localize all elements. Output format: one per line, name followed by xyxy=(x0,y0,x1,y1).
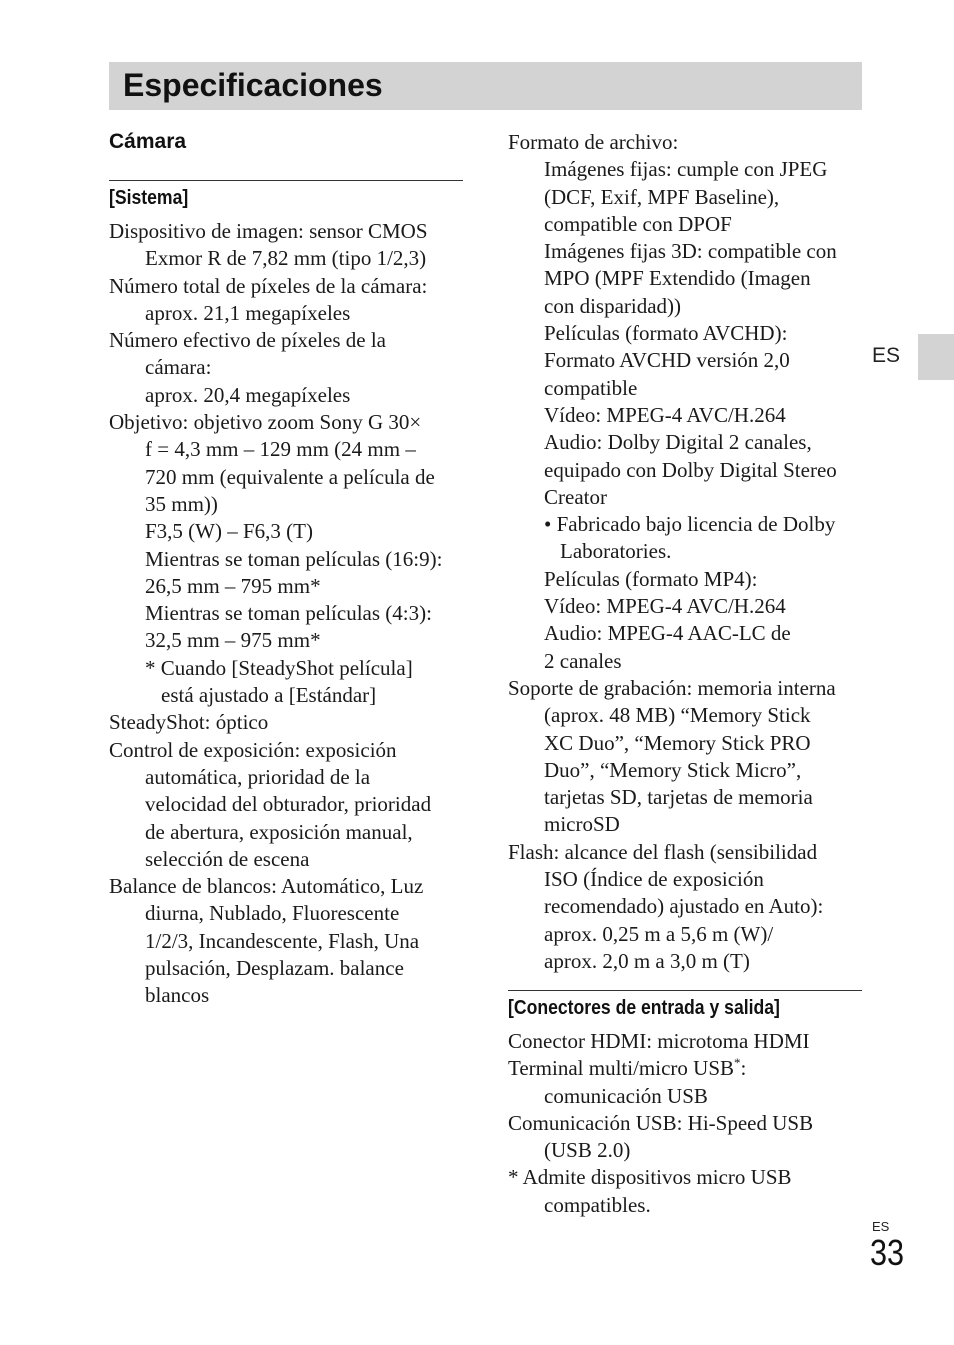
spec-line: 35 mm)) xyxy=(145,491,218,516)
spec-line: Soporte de grabación: memoria interna xyxy=(508,675,836,700)
usb-terminal-line xyxy=(508,1055,813,1082)
spec-line: aprox. 21,1 megapíxeles xyxy=(145,300,351,325)
spec-line: selección de escena xyxy=(145,846,310,871)
spec-line: 26,5 mm – 795 mm* xyxy=(145,573,321,598)
spec-line: de abertura, exposición manual, xyxy=(145,819,413,844)
spec-line: Control de exposición: exposición xyxy=(109,737,397,762)
sistema-rule xyxy=(109,180,463,181)
usb-comm-line: comunicación USB xyxy=(544,1083,708,1108)
spec-line: Laboratories. xyxy=(560,539,672,564)
spec-line: Formato de archivo: xyxy=(508,130,679,154)
spec-line: Imágenes fijas 3D: compatible con xyxy=(544,239,837,264)
spec-line: 2 canales xyxy=(544,648,622,673)
spec-line: 1/2/3, Incandescente, Flash, Una xyxy=(145,928,420,953)
spec-line: (aprox. 48 MB) “Memory Stick xyxy=(544,703,811,728)
spec-line: Objetivo: objetivo zoom Sony G 30× xyxy=(109,410,422,435)
connectors-specs xyxy=(508,1028,813,1219)
spec-line: aprox. 2,0 m a 3,0 m (T) xyxy=(544,948,750,973)
spec-line: pulsación, Desplazam. balance xyxy=(145,956,404,981)
spec-line: XC Duo”, “Memory Stick PRO xyxy=(544,730,811,755)
spec-line: 720 mm (equivalente a película de xyxy=(145,464,435,489)
spec-line: automática, prioridad de la xyxy=(145,764,371,789)
spec-line: MPO (MPF Extendido (Imagen xyxy=(544,266,811,291)
page-title: Especificaciones xyxy=(109,62,862,110)
spec-line: F3,5 (W) – F6,3 (T) xyxy=(145,519,313,544)
spec-line: compatible con DPOF xyxy=(544,211,732,236)
spec-line: f = 4,3 mm – 129 mm (24 mm – xyxy=(145,437,416,462)
spec-line: Películas (formato AVCHD): xyxy=(544,321,788,346)
spec-line: Mientras se toman películas (16:9): xyxy=(145,546,443,571)
page-number: 33 xyxy=(870,1232,905,1273)
spec-line: Duo”, “Memory Stick Micro”, xyxy=(544,757,802,782)
usb-note-line: * Admite dispositivos micro USB xyxy=(508,1165,792,1190)
spec-line: * Cuando [SteadyShot película] xyxy=(145,655,413,680)
spec-line: Dispositivo de imagen: sensor CMOS xyxy=(109,219,428,243)
spec-line: ISO (Índice de exposición xyxy=(544,867,764,892)
spec-line: (DCF, Exif, MPF Baseline), xyxy=(544,184,780,209)
spec-line: equipado con Dolby Digital Stereo xyxy=(544,457,837,482)
spec-line: • Fabricado bajo licencia de Dolby xyxy=(544,512,836,537)
usb-footnote-mark: * xyxy=(734,1055,741,1071)
spec-line: Exmor R de 7,82 mm (tipo 1/2,3) xyxy=(145,246,427,271)
spec-line: recomendado) ajustado en Auto): xyxy=(544,894,824,919)
language-tab xyxy=(918,334,954,380)
spec-line: velocidad del obturador, prioridad xyxy=(145,792,432,817)
spec-line: Número total de píxeles de la cámara: xyxy=(109,273,428,298)
spec-line: Balance de blancos: Automático, Luz xyxy=(109,874,424,899)
spec-line: Imágenes fijas: cumple con JPEG xyxy=(544,157,828,182)
spec-line: Películas (formato MP4): xyxy=(544,566,758,591)
spec-line: Mientras se toman películas (4:3): xyxy=(145,601,432,626)
section-heading-camara: Cámara xyxy=(109,130,187,153)
spec-line: diurna, Nublado, Fluorescente xyxy=(145,901,400,926)
spec-line: Audio: Dolby Digital 2 canales, xyxy=(544,430,812,455)
spec-line: Formato AVCHD versión 2,0 xyxy=(544,348,790,373)
spec-line: con disparidad)) xyxy=(544,293,682,318)
spec-line: Número efectivo de píxeles de la xyxy=(109,328,386,353)
hdmi-line: Conector HDMI: microtoma HDMI xyxy=(508,1029,810,1053)
spec-line: tarjetas SD, tarjetas de memoria xyxy=(544,785,813,810)
usb-terminal-text: Terminal multi/micro USB xyxy=(508,1056,735,1081)
usb-note-line-2: compatibles. xyxy=(544,1192,651,1217)
sistema-heading: [Sistema] xyxy=(109,187,189,209)
spec-line: Creator xyxy=(544,484,607,509)
spec-line: cámara: xyxy=(145,355,212,380)
side-language-label: ES xyxy=(872,344,901,367)
spec-line: SteadyShot: óptico xyxy=(109,710,269,735)
spec-line: aprox. 0,25 m a 5,6 m (W)/ xyxy=(544,921,774,946)
usb-colon: : xyxy=(740,1056,747,1081)
spec-line: aprox. 20,4 megapíxeles xyxy=(145,382,351,407)
usb-version-line: (USB 2.0) xyxy=(544,1138,631,1163)
spec-line: está ajustado a [Estándar] xyxy=(161,683,377,708)
spec-line: Flash: alcance del flash (sensibilidad xyxy=(508,839,818,864)
usb-speed-line: Comunicación USB: Hi-Speed USB xyxy=(508,1110,814,1135)
spec-line: blancos xyxy=(145,983,210,1008)
spec-line: Vídeo: MPEG-4 AVC/H.264 xyxy=(544,594,786,619)
spec-line: Audio: MPEG-4 AAC-LC de xyxy=(544,621,791,646)
connectors-rule xyxy=(508,990,862,991)
right-column-specs xyxy=(508,129,837,975)
spec-line: Vídeo: MPEG-4 AVC/H.264 xyxy=(544,402,786,427)
footer-language-label: ES xyxy=(872,1219,890,1234)
spec-line: compatible xyxy=(544,375,638,400)
spec-line: 32,5 mm – 975 mm* xyxy=(145,628,321,653)
connectors-heading: [Conectores de entrada y salida] xyxy=(508,997,780,1019)
spec-line: microSD xyxy=(544,812,620,837)
left-column-specs xyxy=(109,218,442,1010)
